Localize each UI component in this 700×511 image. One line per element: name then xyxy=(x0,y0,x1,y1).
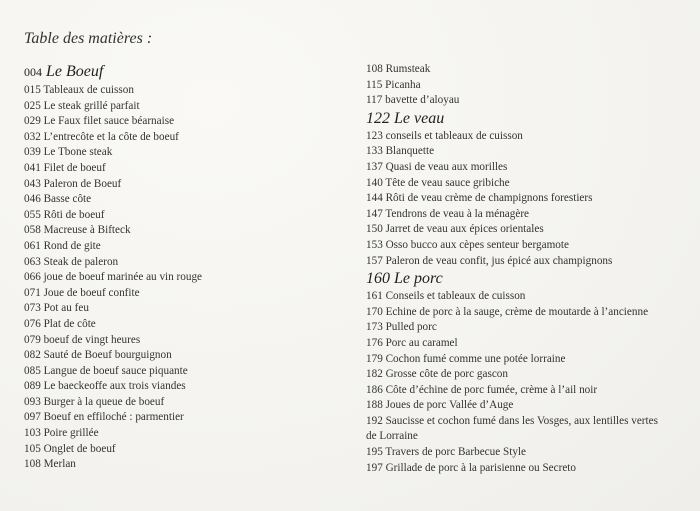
toc-entry: 058 Macreuse à Bifteck xyxy=(24,224,131,237)
toc-entry: 150 Jarret de veau aux épices orientales xyxy=(366,223,544,236)
toc-entry: 117 bavette d’aloyau xyxy=(366,94,460,107)
section-name: Le Boeuf xyxy=(46,63,104,80)
section-number: 160 xyxy=(366,270,390,288)
porc-list xyxy=(366,289,686,476)
toc-entry: 029 Le Faux filet sauce béarnaise xyxy=(24,115,175,128)
toc-entry: 085 Langue de boeuf sauce piquante xyxy=(24,364,188,377)
toc-entry: 153 Osso bucco aux cèpes senteur bergamote xyxy=(366,238,569,251)
toc-entry: 176 Porc au caramel xyxy=(366,336,458,349)
toc-entry: 093 Burger à la queue de boeuf xyxy=(24,395,165,408)
toc-entry: 076 Plat de côte xyxy=(24,317,96,330)
toc-entry: 032 L’entrecôte et la côte de boeuf xyxy=(24,130,179,143)
toc-entry: 108 Rumsteak xyxy=(366,63,431,75)
toc-entry: 073 Pot au feu xyxy=(24,302,89,315)
toc-entry: 115 Picanha xyxy=(366,78,421,91)
toc-entry: 161 Conseils et tableaux de cuisson xyxy=(366,290,526,303)
toc-entry: 105 Onglet de boeuf xyxy=(24,442,116,455)
toc-entry: 103 Poire grillée xyxy=(24,427,99,440)
toc-entry: 133 Blanquette xyxy=(366,145,435,158)
toc-entry: 179 Cochon fumé comme une potée lorraine xyxy=(366,352,566,365)
toc-entry: 197 Grillade de porc à la parisienne ou Secreto xyxy=(366,461,576,474)
section-heading-porc xyxy=(366,269,686,288)
toc-entry: 055 Rôti de boeuf xyxy=(24,208,105,221)
right-column xyxy=(366,62,686,476)
section-name: Le veau xyxy=(394,109,445,127)
toc-entry: 071 Joue de boeuf confite xyxy=(24,286,140,299)
toc-entry: 079 boeuf de vingt heures xyxy=(24,333,141,346)
section-number: 004 xyxy=(24,65,42,79)
toc-entry: 108 Merlan xyxy=(24,458,76,471)
veau-list xyxy=(366,129,686,269)
section-heading-boeuf xyxy=(24,62,344,82)
toc-entry: 089 Le baeckeoffe aux trois viandes xyxy=(24,380,186,393)
toc-entry: 061 Rond de gite xyxy=(24,239,101,252)
toc-entry: 015 Tableaux de cuisson xyxy=(24,84,134,96)
toc-entry: 170 Echine de porc à la sauge, crème de moutarde à l’ancienne xyxy=(366,305,649,318)
toc-entry: 039 Le Tbone steak xyxy=(24,146,113,159)
toc-entry: 192 Saucisse et cochon fumé dans les Vosges, aux lentilles vertes de Lorraine xyxy=(366,414,658,443)
toc-entry: 195 Travers de porc Barbecue Style xyxy=(366,446,527,459)
toc-entry: 082 Sauté de Boeuf bourguignon xyxy=(24,349,172,362)
boeuf-list-continued xyxy=(366,62,686,109)
toc-entry: 157 Paleron de veau confit, jus épicé aux champignons xyxy=(366,254,613,267)
toc-entry: 046 Basse côte xyxy=(24,193,92,206)
toc-entry: 140 Tête de veau sauce gribiche xyxy=(366,176,510,189)
section-name: Le porc xyxy=(394,270,443,288)
toc-entry: 186 Côte d’échine de porc fumée, crème à l’ail noir xyxy=(366,383,598,396)
section-heading-veau xyxy=(366,109,686,128)
toc-entry: 147 Tendrons de veau à la ménagère xyxy=(366,207,530,220)
toc-entry: 066 joue de boeuf marinée au vin rouge xyxy=(24,271,203,284)
toc-entry: 063 Steak de paleron xyxy=(24,255,119,268)
toc-entry: 043 Paleron de Boeuf xyxy=(24,177,122,190)
toc-entry: 182 Grosse côte de porc gascon xyxy=(366,368,508,381)
toc-entry: 144 Rôti de veau crème de champignons forestiers xyxy=(366,192,593,205)
toc-entry: 188 Joues de porc Vallée d’Auge xyxy=(366,399,514,412)
toc-entry: 025 Le steak grillé parfait xyxy=(24,99,140,112)
section-number: 122 xyxy=(366,109,390,127)
toc-entry: 173 Pulled porc xyxy=(366,321,437,334)
toc-entry: 123 conseils et tableaux de cuisson xyxy=(366,129,523,142)
left-column xyxy=(24,62,344,473)
toc-entry: 137 Quasi de veau aux morilles xyxy=(366,160,508,173)
toc-entry: 041 Filet de boeuf xyxy=(24,161,106,174)
toc-entry: 097 Boeuf en effiloché : parmentier xyxy=(24,411,184,424)
page-title: Table des matières : xyxy=(24,30,153,47)
boeuf-list xyxy=(24,83,344,473)
